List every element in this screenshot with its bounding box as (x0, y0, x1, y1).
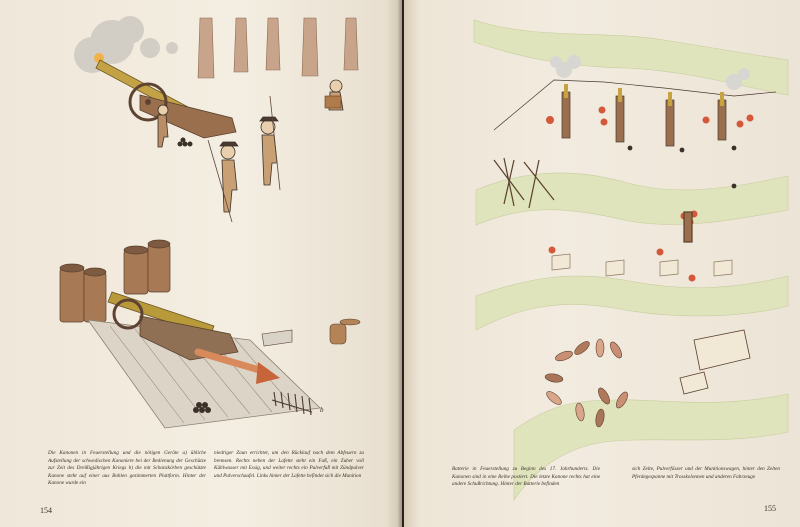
caption-column-2 (632, 466, 780, 481)
cannonball-pile-icon (178, 138, 193, 147)
wagon-icon (680, 330, 750, 394)
bucket-icon (325, 96, 341, 108)
right-illustration (404, 0, 800, 527)
caption-column-1 (452, 466, 600, 489)
caption-text: sich Zelte, Pulverfässer und der Munitionswagen, hinter den Zelten Pferdegespanne mit Trosskolonnen und anderen Fahrzeuge (632, 466, 780, 480)
illustration-label: b (320, 406, 324, 414)
caption-text: Die Kanonen in Feuerstellung und die nötigen Geräte a) übliche Aufstellung der schwedischen Kanoniere bei der Bedienung der Geschütze zur Zeit des Dreißigjährigen Kriegs b) die mit Schanzkörben geschützte Kanone steht auf einer aus Bohlen gezimmerten Plattform. Hinter der Kanone wurde ein (48, 450, 206, 487)
soldier-icon (158, 80, 343, 222)
smoke-icon (74, 16, 178, 73)
page-number: 154 (40, 506, 52, 515)
caption-column-1 (48, 450, 206, 488)
tent-icon (552, 254, 732, 276)
caption-column-2 (214, 450, 364, 480)
cannonball-pile-icon (628, 146, 737, 189)
right-page (404, 0, 800, 527)
cannon-icon (562, 92, 726, 146)
cannon-barrel-icon (564, 84, 724, 106)
caption-text: niedriger Zaun errichtet, um den Rücklauf nach dem Abfeuern zu bremsen. Rechts neben der Lafette steht ein Faß, ein Zuber voll Kühlwasser mit Essig, und weiter rechts ein Pulverfuß mit Zündpulver und Pulverschaufel. Links hinter der Lafette befindet sich die Munition (214, 450, 364, 479)
barrel-icon (262, 319, 360, 346)
tree-icon (198, 18, 358, 78)
field-band (474, 20, 788, 500)
caption-text: Batterie in Feuerstellung zu Beginn des 17. Jahrhunderts. Die Kanonen sind in eine Reihe postiert. Die letzte Kanone rechts hat eine andere Schußrichtung. Hinter der Batterie befinden (452, 466, 600, 488)
page-number: 155 (764, 504, 776, 513)
